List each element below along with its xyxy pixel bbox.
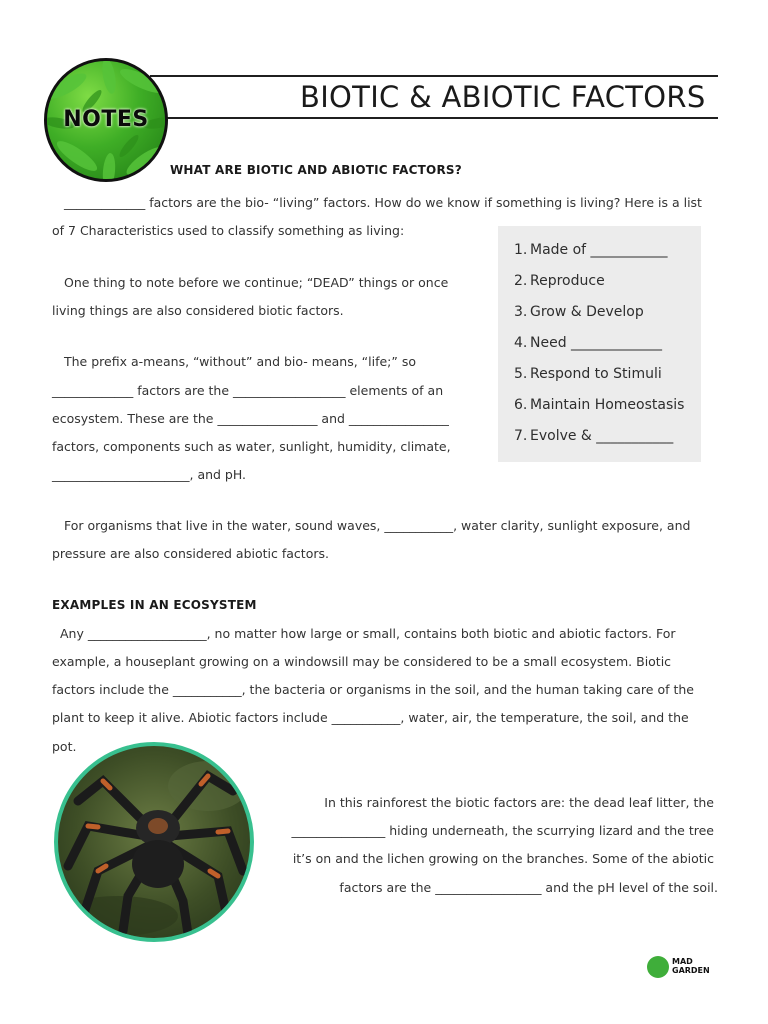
paragraph-line: pressure are also considered abiotic factors. (52, 546, 329, 561)
page-title: BIOTIC & ABIOTIC FACTORS (300, 80, 706, 114)
header-rule-bottom (150, 117, 718, 119)
characteristic-item: 4. Need _____________ (514, 335, 663, 351)
tarantula-photo (54, 742, 254, 942)
characteristic-item: 7. Evolve & ___________ (514, 428, 674, 444)
section-heading-examples: EXAMPLES IN AN ECOSYSTEM (52, 598, 257, 612)
paragraph-line: living things are also considered biotic factors. (52, 303, 344, 318)
paragraph-line: _____________ factors are the bio- “living” factors. How do we know if something is living? Here is a list (64, 195, 702, 210)
paragraph-line: pot. (52, 739, 77, 754)
notes-badge-label: NOTES (63, 107, 149, 132)
paragraph-line: factors, components such as water, sunlight, humidity, climate, (52, 439, 451, 454)
mad-garden-logo-icon (647, 956, 669, 978)
characteristic-item: 6. Maintain Homeostasis (514, 397, 685, 413)
paragraph-line: For organisms that live in the water, sound waves, ___________, water clarity, sunlight exposure, and (64, 518, 691, 533)
paragraph-line: example, a houseplant growing on a windowsill may be considered to be a small ecosystem. Biotic (52, 654, 672, 669)
logo-text-mad: MAD (672, 957, 693, 966)
characteristic-item: 5. Respond to Stimuli (514, 366, 662, 382)
tarantula-icon (58, 746, 250, 938)
paragraph-line: ______________________, and pH. (52, 467, 247, 482)
paragraph-line: Any ___________________, no matter how large or small, contains both biotic and abiotic factors. For (60, 626, 676, 641)
paragraph-line: _____________ factors are the __________________ elements of an (52, 383, 444, 398)
characteristic-item: 2. Reproduce (514, 273, 605, 289)
characteristic-item: 3. Grow & Develop (514, 304, 644, 320)
paragraph-line: plant to keep it alive. Abiotic factors include ___________, water, air, the temperature, the soil, and the (52, 710, 689, 725)
paragraph-line: ecosystem. These are the ________________ and ________________ (52, 411, 449, 426)
paragraph-line: of 7 Characteristics used to classify something as living: (52, 223, 405, 238)
paragraph-line: One thing to note before we continue; “DEAD” things or once (64, 275, 449, 290)
paragraph-line: it’s on and the lichen growing on the branches. Some of the abiotic (292, 851, 714, 866)
paragraph-line: In this rainforest the biotic factors are: the dead leaf litter, the (324, 795, 714, 810)
header-rule-top (150, 75, 718, 77)
paragraph-line: factors include the ___________, the bacteria or organisms in the soil, and the human taking care of the (52, 682, 694, 697)
section-heading-what-are: WHAT ARE BIOTIC AND ABIOTIC FACTORS? (170, 163, 462, 177)
characteristic-item: 1. Made of ___________ (514, 242, 668, 258)
notes-badge (44, 58, 168, 182)
paragraph-line: factors are the _________________ and the pH level of the soil. (339, 880, 718, 895)
logo-text-garden: GARDEN (672, 966, 710, 975)
paragraph-line: The prefix a-means, “without” and bio- means, “life;” so (64, 354, 417, 369)
paragraph-line: _______________ hiding underneath, the scurrying lizard and the tree (291, 823, 714, 838)
